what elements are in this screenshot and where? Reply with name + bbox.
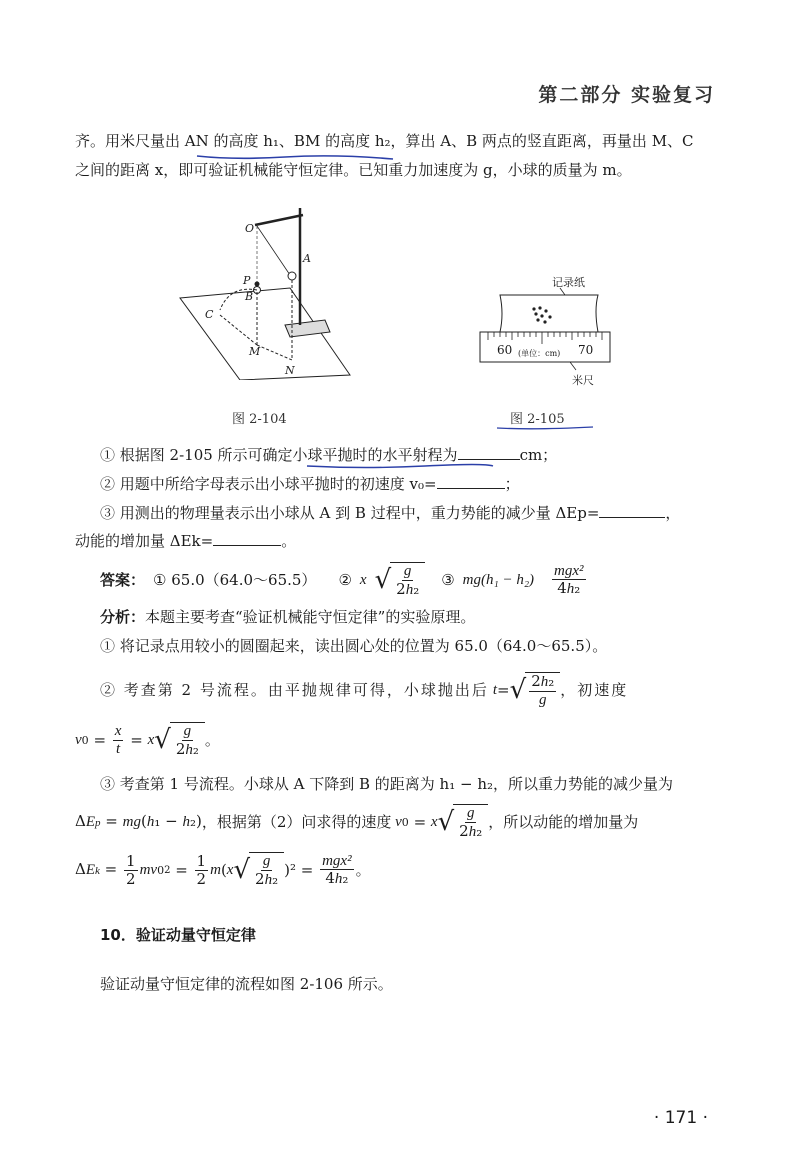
analysis-intro: 分析：本题主要考查“验证机械能守恒定律”的实验原理。 [100, 608, 476, 626]
label-M: M [249, 345, 261, 358]
analysis-step-3: ③ 考查第 1 号流程。小球从 A 下降到 B 的距离为 h₁ − h₂，所以重力势能的减少量为 [100, 775, 673, 793]
figure-105-diagram [470, 270, 620, 390]
label-N: N [285, 364, 295, 377]
record-paper-label: 记录纸 [552, 276, 585, 289]
label-B: B [245, 290, 254, 303]
label-O: O [245, 222, 255, 235]
ruler-unit-label: (单位：cm) [518, 349, 561, 358]
intro-line-1: 齐。用米尺量出 AN 的高度 h₁、BM 的高度 h₂，算出 A、B 两点的竖直距离，再量出 M、C [75, 132, 694, 150]
analysis-step-3-line-2: ΔEp = mg(h₁ − h₂) ，根据第（2）问求得的速度 v 0 = x √ $\frac{g}{\text{2h₂}}$ ，所以动能的增加量为 [75, 805, 639, 840]
question-handwritten-underline [305, 462, 495, 470]
section-header: 第二部分 实验复习 [538, 84, 715, 106]
question-3: ③ 用测出的物理量表示出小球从 A 到 B 过程中，重力势能的减少量 ΔEp= ， [100, 504, 681, 522]
section-10-text: 验证动量守恒定律的流程如图 2-106 所示。 [100, 975, 393, 993]
page-number: · 171 · [653, 1108, 708, 1128]
analysis-step-1: ① 将记录点用较小的圆圈起来，读出圆心处的位置为 65.0（64.0～65.5）。 [100, 637, 608, 655]
caption-handwritten-underline [495, 424, 595, 432]
figure-104-caption: 图 2-104 [232, 412, 287, 427]
ruler-tick-60: 60 [497, 343, 513, 357]
figure-105-caption: 图 2-105 [510, 412, 565, 427]
question-3-continued: 动能的增加量 ΔEk= 。 [75, 532, 297, 550]
answer-line: 答案： ① 65.0（64.0～65.5） ② x √ $\frac{g}{\text{2h₂}}$ ③ mg(h₁ − h₂) $\frac{\text{mgx²}}{\text{4h₂}}$ [100, 562, 584, 598]
section-10-title: 10．验证动量守恒定律 [100, 926, 256, 944]
ruler-label: 米尺 [572, 374, 594, 387]
question-1: ① 根据图 2-105 所示可确定小球平抛时的水平射程为 cm； [100, 446, 558, 464]
analysis-velocity-formula: v 0 = $\frac{x}{t}$ = x √ $\frac{g}{\text{2h₂}}$ 。 [75, 723, 220, 758]
question-2: ② 用题中所给字母表示出小球平抛时的初速度 v₀= ； [100, 475, 520, 493]
label-C: C [205, 308, 214, 321]
analysis-step-2: ② 考查第 2 号流程。由平抛规律可得，小球抛出后 t = √ $\frac{\text{2h₂}}{g}$ ，初速度 [100, 672, 629, 708]
intro-line-2: 之间的距离 x，即可验证机械能守恒定律。已知重力加速度为 g，小球的质量为 m。 [75, 161, 632, 179]
analysis-kinetic-formula: ΔEk = $\frac{1}{2}$ mv 0 2 = $\frac{1}{2}$ m ( x √ $\frac{g}{\text{2h₂}}$ )² = $\frac{\text{mgx²}}{\text{4h₂}}$ 。 [75, 852, 371, 888]
label-A: A [303, 252, 311, 265]
ruler-tick-70: 70 [578, 343, 594, 357]
handwritten-underline [195, 150, 395, 164]
label-P: P [243, 274, 251, 287]
figure-104-diagram [175, 200, 375, 380]
